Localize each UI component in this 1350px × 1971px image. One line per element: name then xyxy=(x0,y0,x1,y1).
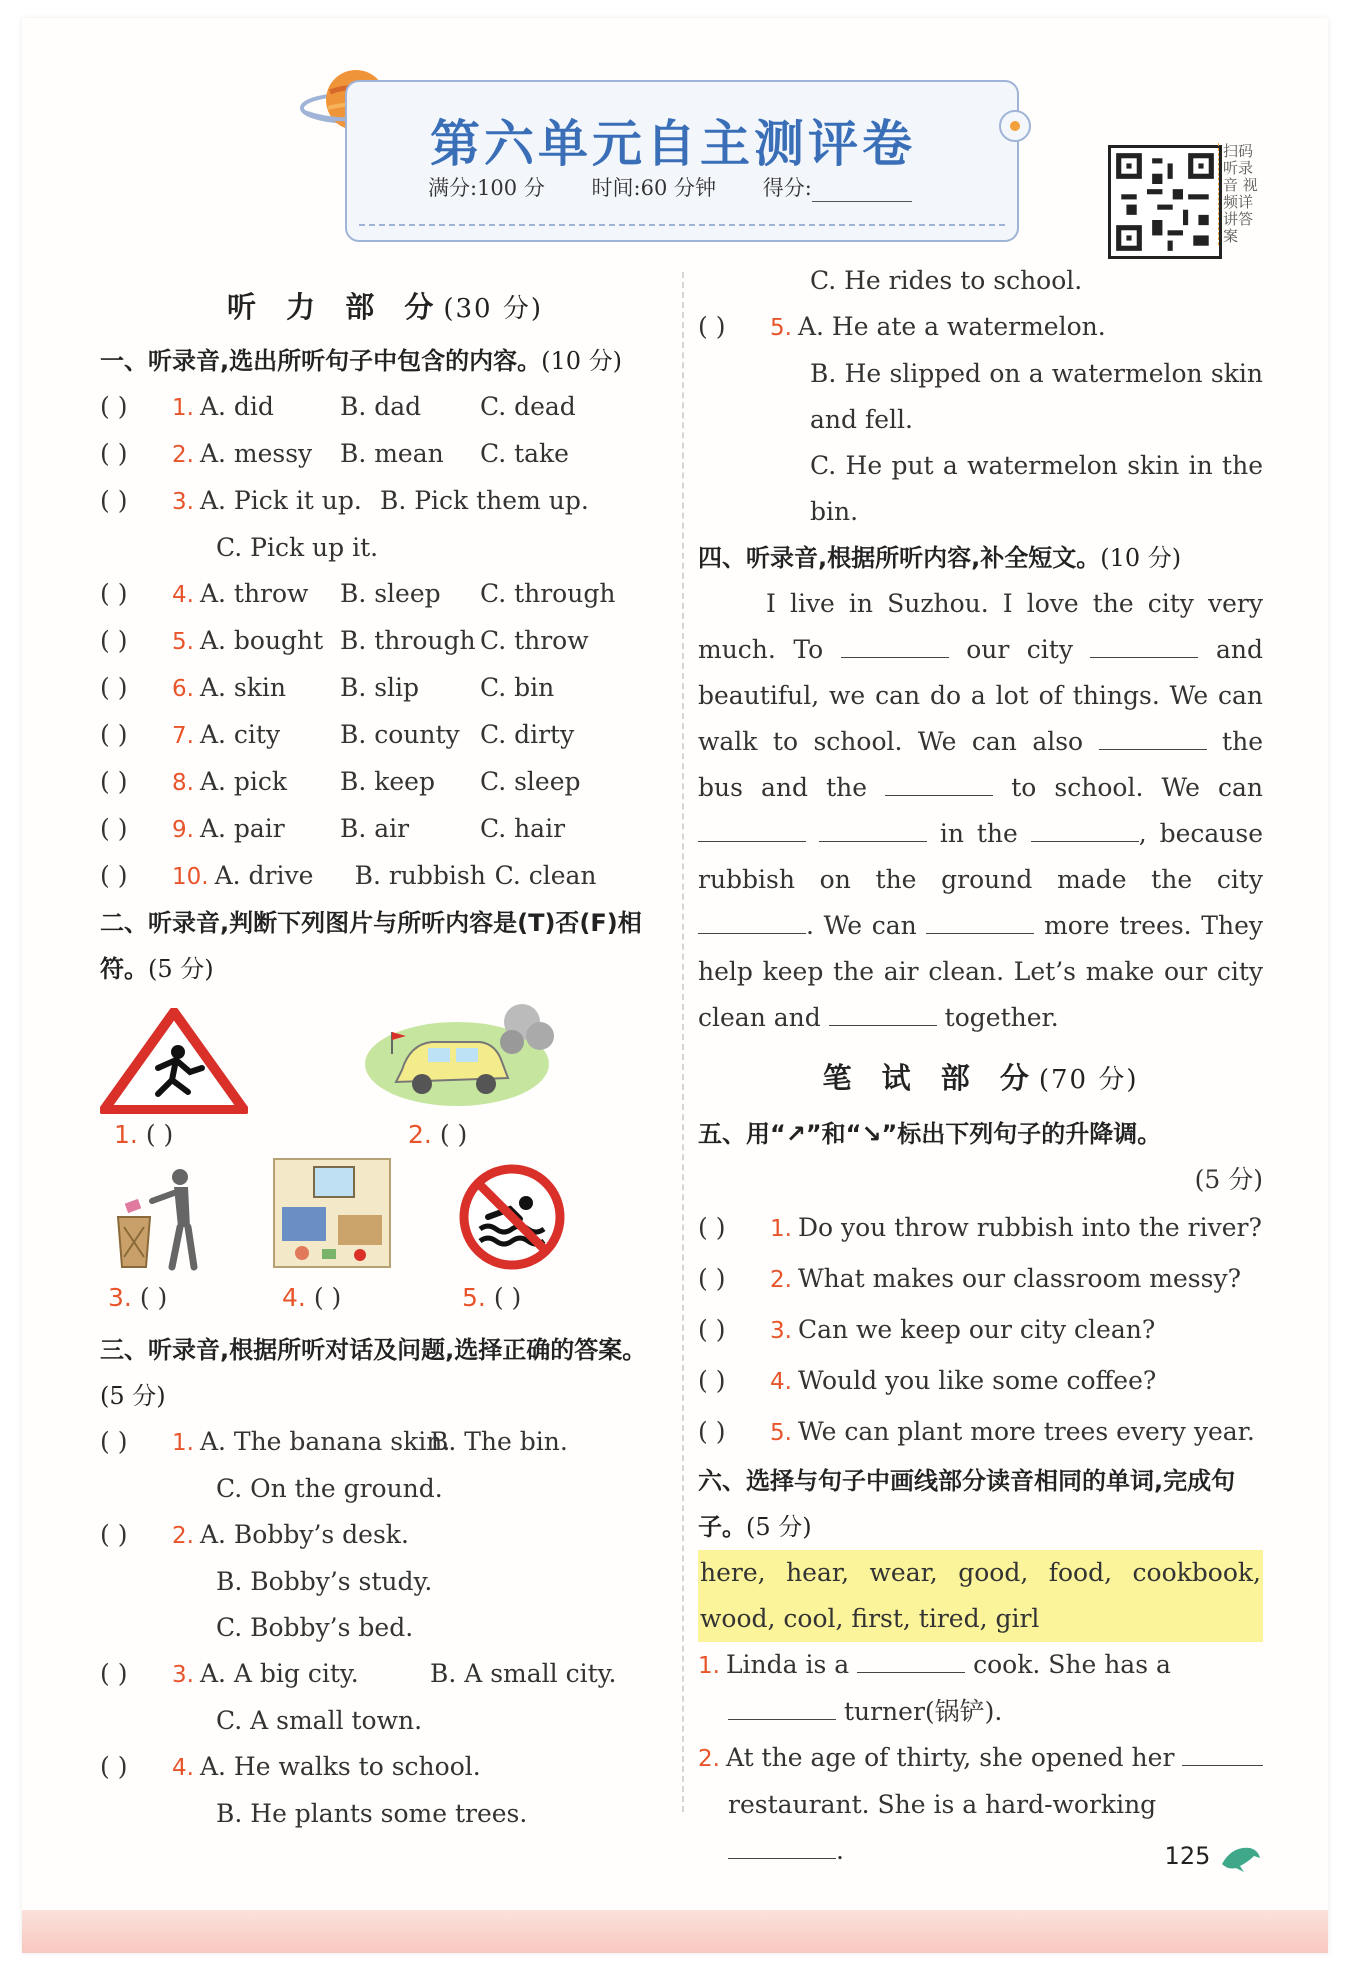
option-c: C. On the ground. xyxy=(216,1474,443,1503)
blank-7[interactable] xyxy=(1031,819,1139,842)
option-b: B. sleep xyxy=(339,579,441,608)
fill-passage: I live in Suzhou. I love the city very much. To our city and beautiful, we can do a lot of things. We can walk to school. We can also the bus and the to school. We can in the , because rubbish on the ground made the city . We can more trees. They help keep the air clean. Let’s make our city clean and together. xyxy=(698,589,1264,1032)
option-b: B. A small city. xyxy=(429,1659,617,1688)
option-a: A. messy xyxy=(199,439,313,468)
sec3-item-1 xyxy=(100,1419,670,1466)
exam-meta xyxy=(428,172,952,202)
sec1-item-9 xyxy=(100,806,670,853)
option-b: B. mean xyxy=(339,439,444,468)
item-number: 3. xyxy=(172,489,194,515)
option-a: A. skin xyxy=(199,673,286,702)
item-number: 1. xyxy=(770,1216,792,1242)
picture-caption-3: 3. ( ) xyxy=(108,1283,168,1312)
section-2-title: 二、听录音,判断下列图片与所听内容是(T)否(F)相符。(5 分) xyxy=(100,909,642,983)
sec3-item-2-c xyxy=(100,1605,670,1651)
item-number: 2. xyxy=(172,1523,194,1549)
messy-room-icon xyxy=(272,1157,392,1269)
sec3-q4-option-c: C. He rides to school. xyxy=(810,266,1083,295)
picture-caption-2: 2. ( ) xyxy=(408,1120,468,1149)
option-b: B. dad xyxy=(339,392,422,421)
option-b: B. rubbish xyxy=(354,861,486,890)
blank-8[interactable] xyxy=(698,911,806,934)
item-number: 1. xyxy=(172,395,194,421)
page-footer-band xyxy=(22,1910,1328,1953)
sec5-item-2 xyxy=(698,1254,1263,1305)
answer-paren[interactable]: ( ) xyxy=(100,673,128,702)
item-number: 8. xyxy=(172,770,194,796)
section-5-title: 五、用“↗”和“↘”标出下列句子的升降调。 xyxy=(698,1120,1162,1148)
option-b: B. county xyxy=(339,720,460,749)
sec3-item-5: ( ) 5. A. He ate a watermelon. xyxy=(698,312,1106,341)
item-number: 3. xyxy=(770,1318,792,1344)
sec1-item-4 xyxy=(100,571,670,618)
answer-paren[interactable]: ( ) xyxy=(100,579,128,608)
section-4-title: 四、听录音,根据所听内容,补全短文。(10 分) xyxy=(698,544,1182,572)
answer-paren[interactable]: ( ) xyxy=(100,1659,128,1688)
time-limit: 时间:60 分钟 xyxy=(591,176,717,200)
sec3-q5-option-b: B. He slipped on a watermelon skin and fell. xyxy=(810,359,1263,434)
sec1-item-2 xyxy=(100,431,670,478)
score-label: 得分: xyxy=(762,176,812,200)
sec5-item-5 xyxy=(698,1407,1263,1458)
section-6-title: 六、选择与句子中画线部分读音相同的单词,完成句子。(5 分) xyxy=(698,1467,1236,1541)
blank-10[interactable] xyxy=(829,1003,937,1026)
page-number: 125 xyxy=(1165,1840,1262,1874)
word-bank-line-1: here, hear, wear, good, food, cookbook, xyxy=(698,1550,1263,1596)
item-number: 1. xyxy=(172,1430,194,1456)
item-number: 4. xyxy=(770,1369,792,1395)
blank-5[interactable] xyxy=(698,819,806,842)
sec1-item-3 xyxy=(100,478,670,525)
picture-caption-1: 1. ( ) xyxy=(114,1120,174,1149)
slip-warning-icon xyxy=(100,1008,248,1114)
right-column xyxy=(698,258,1263,1874)
option-c: C. through xyxy=(479,579,616,608)
answer-paren[interactable]: ( ) xyxy=(100,1752,128,1781)
option-b: B. He plants some trees. xyxy=(216,1799,528,1828)
section-5-points: (5 分) xyxy=(1194,1165,1263,1194)
option-a: A. did xyxy=(199,392,274,421)
section-5-list xyxy=(698,1203,1263,1458)
tab-icon xyxy=(999,110,1031,142)
listening-part-title: 听 力 部 分(30 分) xyxy=(227,290,543,324)
sec1-item-8 xyxy=(100,759,670,806)
sec6-question-1: 1. Linda is a cook. She has a xyxy=(698,1650,1171,1679)
option-b: B. through xyxy=(339,626,476,655)
sentence: Would you like some coffee? xyxy=(797,1366,1157,1395)
answer-paren[interactable]: ( ) xyxy=(698,1366,726,1395)
word-bank-line-2: wood, cool, first, tired, girl xyxy=(698,1596,1263,1642)
sec3-q5-option-c: C. He put a watermelon skin in the bin. xyxy=(810,451,1263,526)
picture-row-1 xyxy=(100,992,670,1157)
sec3-item-3-cont xyxy=(100,1698,670,1744)
item-number: 4. xyxy=(172,1755,194,1781)
option-a: A. pair xyxy=(199,814,285,843)
option-a: A. Pick it up. xyxy=(199,486,362,515)
option-a: A. A big city. xyxy=(199,1659,359,1688)
option-a: A. bought xyxy=(199,626,324,655)
sec6-question-1-cont: turner(锅铲). xyxy=(698,1689,1263,1735)
option-c: C. A small town. xyxy=(216,1706,423,1735)
item-number: 4. xyxy=(172,582,194,608)
picture-caption-4: 4. ( ) xyxy=(282,1283,342,1312)
writing-part-title: 笔 试 部 分(70 分) xyxy=(822,1061,1139,1095)
sec3-item-4 xyxy=(100,1744,670,1791)
blank-3[interactable] xyxy=(1099,727,1207,750)
sec6-question-2-cont: restaurant. She is a hard-working . xyxy=(728,1790,1157,1865)
section-3-title: 三、听录音,根据所听对话及问题,选择正确的答案。(5 分) xyxy=(100,1336,647,1410)
option-a: A. city xyxy=(199,720,281,749)
sec3-item-2-b xyxy=(100,1559,670,1605)
sec5-item-1 xyxy=(698,1203,1263,1254)
blank-2[interactable] xyxy=(1090,635,1198,658)
left-column xyxy=(100,280,670,1837)
answer-paren[interactable]: ( ) xyxy=(100,767,128,796)
option-c: C. Pick up it. xyxy=(216,533,379,562)
option-b: B. keep xyxy=(339,767,435,796)
column-divider xyxy=(682,272,684,1812)
car-pollution-icon xyxy=(362,992,562,1112)
answer-paren[interactable]: ( ) xyxy=(698,1417,726,1446)
option-a: A. pick xyxy=(199,767,288,796)
answer-paren[interactable]: ( ) xyxy=(100,861,128,890)
section-1-title: 一、听录音,选出所听句子中包含的内容。(10 分) xyxy=(100,347,623,375)
option-a: A. He walks to school. xyxy=(199,1752,481,1781)
score-blank xyxy=(812,181,912,202)
option-c: C. take xyxy=(479,439,569,468)
dolphin-icon xyxy=(1218,1840,1262,1874)
option-c: C. sleep xyxy=(479,767,581,796)
sec1-item-3-cont xyxy=(100,525,670,571)
sec1-item-5 xyxy=(100,618,670,665)
sec5-item-3 xyxy=(698,1305,1263,1356)
option-a: A. throw xyxy=(199,579,309,608)
item-number: 5. xyxy=(172,629,194,655)
option-c: C. dead xyxy=(479,392,576,421)
option-c: C. throw xyxy=(479,626,589,655)
section-3-list-left xyxy=(100,1419,670,1837)
sec1-item-10 xyxy=(100,853,670,900)
blank-4[interactable] xyxy=(885,773,993,796)
qr-code-icon[interactable] xyxy=(1108,145,1222,259)
no-swimming-icon xyxy=(458,1163,566,1271)
answer-paren[interactable]: ( ) xyxy=(100,1520,128,1549)
sec3-item-1-cont xyxy=(100,1466,670,1512)
item-number: 3. xyxy=(172,1662,194,1688)
picture-caption-5: 5. ( ) xyxy=(462,1283,522,1312)
sec6-blank-1[interactable] xyxy=(857,1650,965,1673)
answer-paren[interactable]: ( ) xyxy=(100,720,128,749)
option-a: A. Bobby’s desk. xyxy=(199,1520,409,1549)
answer-paren[interactable]: ( ) xyxy=(100,814,128,843)
answer-paren[interactable]: ( ) xyxy=(100,439,128,468)
sec6-question-2: 2. At the age of thirty, she opened her xyxy=(698,1735,1263,1782)
option-a: A. The banana skin. xyxy=(199,1427,451,1456)
sec3-item-4-b xyxy=(100,1791,670,1837)
answer-paren[interactable]: ( ) xyxy=(100,392,128,421)
sec1-item-7 xyxy=(100,712,670,759)
option-b: B. The bin. xyxy=(429,1427,568,1456)
answer-paren[interactable]: ( ) xyxy=(100,626,128,655)
sec3-item-2 xyxy=(100,1512,670,1559)
sec6-blank-3[interactable] xyxy=(1182,1743,1263,1766)
sec1-item-6 xyxy=(100,665,670,712)
answer-paren[interactable]: ( ) xyxy=(698,1315,726,1344)
item-number: 7. xyxy=(172,723,194,749)
item-number: 9. xyxy=(172,817,194,843)
sec3-item-3 xyxy=(100,1651,670,1698)
option-b: B. air xyxy=(339,814,410,843)
item-number: 2. xyxy=(770,1267,792,1293)
answer-paren[interactable]: ( ) xyxy=(100,486,128,515)
option-a: A. drive xyxy=(214,861,314,890)
option-c: C. clean xyxy=(494,861,597,890)
answer-paren[interactable]: ( ) xyxy=(698,1264,726,1293)
sec5-item-4 xyxy=(698,1356,1263,1407)
item-number: 2. xyxy=(172,442,194,468)
option-c: C. dirty xyxy=(479,720,575,749)
option-b: B. Pick them up. xyxy=(379,486,589,515)
section-1-list xyxy=(100,384,670,900)
sentence: What makes our classroom messy? xyxy=(797,1264,1241,1293)
item-number: 10. xyxy=(172,864,209,890)
sentence: Do you throw rubbish into the river? xyxy=(797,1213,1262,1242)
full-score: 满分:100 分 xyxy=(428,176,545,200)
qr-caption: 扫码听录音 视频详讲答案 xyxy=(1218,143,1265,245)
page-title: 第六单元自主测评卷 xyxy=(430,115,916,173)
blank-9[interactable] xyxy=(926,911,1034,934)
blank-6[interactable] xyxy=(819,819,927,842)
answer-paren[interactable]: ( ) xyxy=(100,1427,128,1456)
answer-paren[interactable]: ( ) xyxy=(698,1213,726,1242)
sentence: Can we keep our city clean? xyxy=(797,1315,1156,1344)
blank-1[interactable] xyxy=(841,635,949,658)
item-number: 6. xyxy=(172,676,194,702)
sec1-item-1 xyxy=(100,384,670,431)
option-c: C. hair xyxy=(479,814,566,843)
item-number: 5. xyxy=(770,1420,792,1446)
picture-row-2 xyxy=(100,1157,670,1327)
sentence: We can plant more trees every year. xyxy=(797,1417,1255,1446)
option-b: B. slip xyxy=(339,673,420,702)
option-b: B. Bobby’s study. xyxy=(216,1567,433,1596)
sec6-blank-2[interactable] xyxy=(728,1697,836,1720)
option-c: C. bin xyxy=(479,673,555,702)
sec6-blank-4[interactable] xyxy=(728,1836,836,1859)
throw-rubbish-icon xyxy=(108,1167,204,1273)
option-c: C. Bobby’s bed. xyxy=(216,1613,414,1642)
